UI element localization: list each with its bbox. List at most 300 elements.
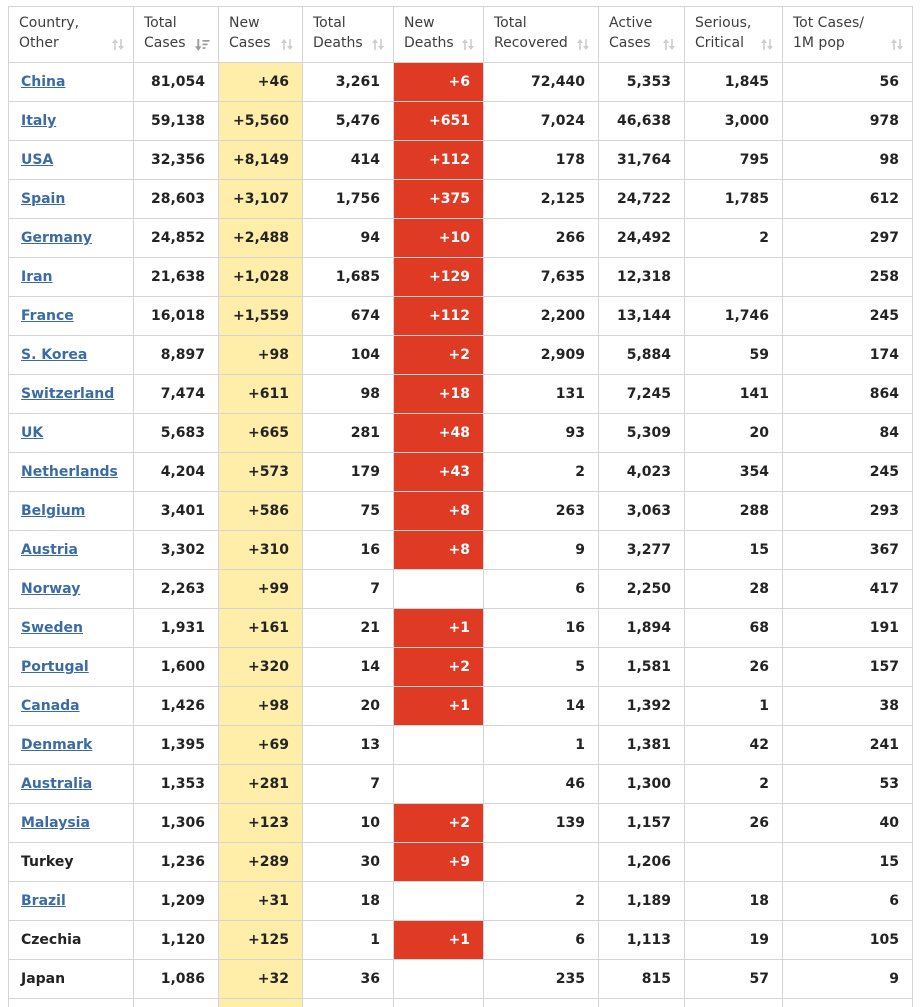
column-label-total_recovered: Total Recovered bbox=[494, 14, 568, 51]
cell-serious_critical: 18 bbox=[685, 882, 783, 921]
cell-total_deaths: 414 bbox=[303, 141, 394, 180]
cell-cases_per_1m: 864 bbox=[783, 375, 913, 414]
cell-active_cases: 1,581 bbox=[599, 648, 685, 687]
cell-serious_critical: 2 bbox=[685, 219, 783, 258]
cell-cases_per_1m: 241 bbox=[783, 726, 913, 765]
cell-total_cases: 5,683 bbox=[134, 414, 219, 453]
cell-serious_critical: 795 bbox=[685, 141, 783, 180]
cell-active_cases: 3,063 bbox=[599, 492, 685, 531]
table-row bbox=[9, 492, 913, 531]
cell-total_deaths: 14 bbox=[303, 648, 394, 687]
table-header bbox=[9, 7, 913, 63]
table-row bbox=[9, 141, 913, 180]
cell-total_cases: 1,306 bbox=[134, 804, 219, 843]
cell-new_deaths: +2 bbox=[394, 336, 484, 375]
cell-new_deaths bbox=[394, 726, 484, 765]
cell-country: Czechia bbox=[9, 921, 134, 960]
table-row bbox=[9, 297, 913, 336]
cell-country bbox=[9, 180, 134, 219]
cell-new_deaths: +1 bbox=[394, 609, 484, 648]
cell-new_cases: +5,560 bbox=[219, 102, 303, 141]
cell-new_deaths: +112 bbox=[394, 141, 484, 180]
cell-serious_critical: 26 bbox=[685, 648, 783, 687]
cell-new_cases: +8,149 bbox=[219, 141, 303, 180]
column-label-serious_critical: Serious, Critical bbox=[695, 14, 752, 51]
cell-total_deaths: 30 bbox=[303, 843, 394, 882]
country-link[interactable]: France bbox=[21, 308, 74, 324]
cell-total_deaths: 1,685 bbox=[303, 258, 394, 297]
cell-country: Turkey bbox=[9, 843, 134, 882]
cell-serious_critical: 3,000 bbox=[685, 102, 783, 141]
cell-new_cases: +32 bbox=[219, 960, 303, 999]
cell-empty bbox=[303, 999, 394, 1007]
cell-total_cases: 16,018 bbox=[134, 297, 219, 336]
country-link[interactable]: Netherlands bbox=[21, 464, 118, 480]
cell-country: Japan bbox=[9, 960, 134, 999]
cell-total_cases: 3,302 bbox=[134, 531, 219, 570]
cell-country bbox=[9, 219, 134, 258]
cell-serious_critical: 59 bbox=[685, 336, 783, 375]
cell-total_recovered: 6 bbox=[484, 921, 599, 960]
cell-total_cases: 1,209 bbox=[134, 882, 219, 921]
cell-active_cases: 1,392 bbox=[599, 687, 685, 726]
column-header-active_cases[interactable] bbox=[599, 7, 685, 63]
cell-cases_per_1m: 417 bbox=[783, 570, 913, 609]
cell-total_recovered: 1 bbox=[484, 726, 599, 765]
cell-cases_per_1m: 40 bbox=[783, 804, 913, 843]
country-link[interactable]: Italy bbox=[21, 113, 57, 129]
cell-active_cases: 3,277 bbox=[599, 531, 685, 570]
column-header-serious_critical[interactable] bbox=[685, 7, 783, 63]
cell-total_cases: 59,138 bbox=[134, 102, 219, 141]
cell-active_cases: 5,353 bbox=[599, 63, 685, 102]
cell-empty bbox=[685, 999, 783, 1007]
sort-both-icon bbox=[461, 38, 475, 51]
cell-country bbox=[9, 804, 134, 843]
cell-total_cases: 28,603 bbox=[134, 180, 219, 219]
cell-country bbox=[9, 141, 134, 180]
cell-new_deaths: +1 bbox=[394, 687, 484, 726]
column-header-new_cases[interactable] bbox=[219, 7, 303, 63]
cell-new_cases: +611 bbox=[219, 375, 303, 414]
cell-new_deaths: +9 bbox=[394, 843, 484, 882]
cell-serious_critical bbox=[685, 258, 783, 297]
column-header-country[interactable] bbox=[9, 7, 134, 63]
table-row bbox=[9, 570, 913, 609]
cell-total_deaths: 16 bbox=[303, 531, 394, 570]
cell-cases_per_1m: 245 bbox=[783, 453, 913, 492]
cell-new_cases: +310 bbox=[219, 531, 303, 570]
table-row bbox=[9, 375, 913, 414]
cell-total_deaths: 13 bbox=[303, 726, 394, 765]
sort-both-icon bbox=[111, 38, 125, 51]
cell-country bbox=[9, 648, 134, 687]
cell-total_recovered: 14 bbox=[484, 687, 599, 726]
cell-new_cases: +320 bbox=[219, 648, 303, 687]
cell-serious_critical: 57 bbox=[685, 960, 783, 999]
cell-total_deaths: 5,476 bbox=[303, 102, 394, 141]
cell-country bbox=[9, 726, 134, 765]
table-row bbox=[9, 960, 913, 999]
cell-active_cases: 4,023 bbox=[599, 453, 685, 492]
cell-serious_critical: 26 bbox=[685, 804, 783, 843]
cell-new_cases: +125 bbox=[219, 921, 303, 960]
cell-active_cases: 12,318 bbox=[599, 258, 685, 297]
cell-total_recovered: 6 bbox=[484, 570, 599, 609]
cell-cases_per_1m: 38 bbox=[783, 687, 913, 726]
cell-new_cases: +46 bbox=[219, 63, 303, 102]
country-link[interactable]: Belgium bbox=[21, 503, 86, 519]
cell-total_deaths: 98 bbox=[303, 375, 394, 414]
header-row bbox=[9, 7, 913, 63]
cell-cases_per_1m: 258 bbox=[783, 258, 913, 297]
cell-country bbox=[9, 258, 134, 297]
cell-active_cases: 31,764 bbox=[599, 141, 685, 180]
cell-serious_critical: 1,845 bbox=[685, 63, 783, 102]
cell-total_recovered: 16 bbox=[484, 609, 599, 648]
cell-cases_per_1m: 978 bbox=[783, 102, 913, 141]
cell-total_deaths: 281 bbox=[303, 414, 394, 453]
cell-serious_critical bbox=[685, 843, 783, 882]
cell-cases_per_1m: 9 bbox=[783, 960, 913, 999]
country-link[interactable]: China bbox=[21, 74, 66, 90]
cell-cases_per_1m: 612 bbox=[783, 180, 913, 219]
cell-cases_per_1m: 297 bbox=[783, 219, 913, 258]
cell-country bbox=[9, 375, 134, 414]
cell-serious_critical: 1 bbox=[685, 687, 783, 726]
table-row bbox=[9, 63, 913, 102]
column-label-total_cases: Total Cases bbox=[144, 14, 186, 51]
cell-active_cases: 46,638 bbox=[599, 102, 685, 141]
cell-total_recovered: 2 bbox=[484, 453, 599, 492]
cell-new_deaths: +1 bbox=[394, 921, 484, 960]
cell-active_cases: 5,884 bbox=[599, 336, 685, 375]
column-label-country: Country, Other bbox=[19, 14, 80, 51]
cell-total_recovered bbox=[484, 843, 599, 882]
cell-new_cases: +123 bbox=[219, 804, 303, 843]
table-row bbox=[9, 687, 913, 726]
cell-total_deaths: 674 bbox=[303, 297, 394, 336]
countries-table bbox=[8, 6, 913, 1007]
cell-active_cases: 24,492 bbox=[599, 219, 685, 258]
sort-both-icon bbox=[662, 38, 676, 51]
cell-total_deaths: 20 bbox=[303, 687, 394, 726]
cell-total_deaths: 7 bbox=[303, 570, 394, 609]
cell-cases_per_1m: 105 bbox=[783, 921, 913, 960]
cell-country bbox=[9, 414, 134, 453]
cell-country bbox=[9, 492, 134, 531]
cell-country bbox=[9, 531, 134, 570]
table-row bbox=[9, 219, 913, 258]
cell-total_cases: 4,204 bbox=[134, 453, 219, 492]
cell-total_deaths: 94 bbox=[303, 219, 394, 258]
cell-new_cases: +586 bbox=[219, 492, 303, 531]
cell-country bbox=[9, 297, 134, 336]
cell-serious_critical: 42 bbox=[685, 726, 783, 765]
cell-total_cases: 1,120 bbox=[134, 921, 219, 960]
cell-serious_critical: 1,785 bbox=[685, 180, 783, 219]
cell-serious_critical: 1,746 bbox=[685, 297, 783, 336]
cell-new_deaths bbox=[394, 882, 484, 921]
cell-total_cases: 1,426 bbox=[134, 687, 219, 726]
cell-empty bbox=[484, 999, 599, 1007]
cell-new_deaths: +18 bbox=[394, 375, 484, 414]
cell-cases_per_1m: 56 bbox=[783, 63, 913, 102]
cell-new_cases: +69 bbox=[219, 726, 303, 765]
cell-total_recovered: 2,200 bbox=[484, 297, 599, 336]
cell-empty bbox=[394, 999, 484, 1007]
cell-total_cases: 8,897 bbox=[134, 336, 219, 375]
country-link[interactable]: Germany bbox=[21, 230, 93, 246]
cell-active_cases: 1,381 bbox=[599, 726, 685, 765]
cell-total_recovered: 5 bbox=[484, 648, 599, 687]
cell-cases_per_1m: 6 bbox=[783, 882, 913, 921]
cell-new_deaths bbox=[394, 765, 484, 804]
cell-cases_per_1m: 174 bbox=[783, 336, 913, 375]
cell-total_recovered: 263 bbox=[484, 492, 599, 531]
cell-total_deaths: 7 bbox=[303, 765, 394, 804]
cell-active_cases: 1,894 bbox=[599, 609, 685, 648]
cell-active_cases: 1,189 bbox=[599, 882, 685, 921]
cell-total_deaths: 21 bbox=[303, 609, 394, 648]
table-row bbox=[9, 921, 913, 960]
table-row bbox=[9, 726, 913, 765]
cell-active_cases: 1,300 bbox=[599, 765, 685, 804]
column-header-total_recovered[interactable] bbox=[484, 7, 599, 63]
cell-empty bbox=[9, 999, 134, 1007]
cell-total_recovered: 235 bbox=[484, 960, 599, 999]
cell-total_recovered: 266 bbox=[484, 219, 599, 258]
cell-new_deaths: +8 bbox=[394, 492, 484, 531]
cell-serious_critical: 15 bbox=[685, 531, 783, 570]
country-link[interactable]: Australia bbox=[21, 776, 93, 792]
cell-country bbox=[9, 102, 134, 141]
country-link[interactable]: Brazil bbox=[21, 893, 66, 909]
cell-active_cases: 815 bbox=[599, 960, 685, 999]
cell-country bbox=[9, 63, 134, 102]
cell-total_cases: 7,474 bbox=[134, 375, 219, 414]
cell-country bbox=[9, 609, 134, 648]
country-link[interactable]: Denmark bbox=[21, 737, 93, 753]
cell-total_deaths: 36 bbox=[303, 960, 394, 999]
cell-total_recovered: 93 bbox=[484, 414, 599, 453]
country-link[interactable]: Spain bbox=[21, 191, 66, 207]
cell-total_recovered: 46 bbox=[484, 765, 599, 804]
cell-serious_critical: 19 bbox=[685, 921, 783, 960]
country-link[interactable]: USA bbox=[21, 152, 54, 168]
country-link[interactable]: S. Korea bbox=[21, 347, 88, 363]
cell-new_deaths: +375 bbox=[394, 180, 484, 219]
cell-country bbox=[9, 570, 134, 609]
cell-active_cases: 1,206 bbox=[599, 843, 685, 882]
table-row bbox=[9, 843, 913, 882]
cell-country bbox=[9, 687, 134, 726]
cell-total_recovered: 7,635 bbox=[484, 258, 599, 297]
cell-total_cases: 24,852 bbox=[134, 219, 219, 258]
country-link[interactable]: Switzerland bbox=[21, 386, 115, 402]
cell-total_deaths: 1,756 bbox=[303, 180, 394, 219]
cell-total_cases: 1,353 bbox=[134, 765, 219, 804]
cell-new_cases: +2,488 bbox=[219, 219, 303, 258]
cell-total_deaths: 179 bbox=[303, 453, 394, 492]
cell-total_recovered: 2 bbox=[484, 882, 599, 921]
cell-total_recovered: 2,909 bbox=[484, 336, 599, 375]
cell-new_cases: +99 bbox=[219, 570, 303, 609]
cell-new_deaths: +129 bbox=[394, 258, 484, 297]
table-row bbox=[9, 258, 913, 297]
cell-cases_per_1m: 84 bbox=[783, 414, 913, 453]
country-link[interactable]: UK bbox=[21, 425, 44, 441]
cell-new_deaths: +651 bbox=[394, 102, 484, 141]
cell-new_cases: +281 bbox=[219, 765, 303, 804]
table-row bbox=[9, 531, 913, 570]
cell-serious_critical: 20 bbox=[685, 414, 783, 453]
country-link[interactable]: Malaysia bbox=[21, 815, 90, 831]
table-row bbox=[9, 882, 913, 921]
cell-total_recovered: 72,440 bbox=[484, 63, 599, 102]
cell-total_cases: 2,263 bbox=[134, 570, 219, 609]
sort-both-icon bbox=[280, 38, 294, 51]
cell-total_cases: 3,401 bbox=[134, 492, 219, 531]
column-header-cases_per_1m[interactable] bbox=[783, 7, 913, 63]
cell-active_cases: 1,157 bbox=[599, 804, 685, 843]
cell-new_deaths: +43 bbox=[394, 453, 484, 492]
table-row bbox=[9, 414, 913, 453]
sort-both-icon bbox=[890, 38, 904, 51]
column-label-new_cases: New Cases bbox=[229, 14, 271, 51]
cell-total_recovered: 139 bbox=[484, 804, 599, 843]
cell-total_cases: 81,054 bbox=[134, 63, 219, 102]
cell-cases_per_1m: 98 bbox=[783, 141, 913, 180]
cell-cases_per_1m: 367 bbox=[783, 531, 913, 570]
sort-both-icon bbox=[371, 38, 385, 51]
cell-new_cases: +573 bbox=[219, 453, 303, 492]
cell-serious_critical: 28 bbox=[685, 570, 783, 609]
sort-both-icon bbox=[576, 38, 590, 51]
cell-country bbox=[9, 336, 134, 375]
cell-empty bbox=[219, 999, 303, 1007]
column-header-total_deaths[interactable] bbox=[303, 7, 394, 63]
column-label-cases_per_1m: Tot Cases/ 1M pop bbox=[793, 14, 864, 51]
column-header-total_cases[interactable] bbox=[134, 7, 219, 63]
cell-country bbox=[9, 882, 134, 921]
cell-serious_critical: 141 bbox=[685, 375, 783, 414]
cell-total_deaths: 10 bbox=[303, 804, 394, 843]
column-label-new_deaths: New Deaths bbox=[404, 14, 454, 51]
cell-active_cases: 2,250 bbox=[599, 570, 685, 609]
cell-new_deaths: +8 bbox=[394, 531, 484, 570]
table-row bbox=[9, 336, 913, 375]
cell-new_cases: +98 bbox=[219, 336, 303, 375]
cell-total_cases: 1,600 bbox=[134, 648, 219, 687]
cell-new_deaths: +10 bbox=[394, 219, 484, 258]
cell-serious_critical: 288 bbox=[685, 492, 783, 531]
cell-new_cases: +1,559 bbox=[219, 297, 303, 336]
cell-empty bbox=[599, 999, 685, 1007]
country-link[interactable]: Iran bbox=[21, 269, 53, 285]
cell-total_cases: 1,395 bbox=[134, 726, 219, 765]
cell-new_deaths bbox=[394, 570, 484, 609]
table-row bbox=[9, 609, 913, 648]
country-link[interactable]: Canada bbox=[21, 698, 80, 714]
cell-new_cases: +665 bbox=[219, 414, 303, 453]
cell-total_recovered: 7,024 bbox=[484, 102, 599, 141]
table-row bbox=[9, 648, 913, 687]
table-row bbox=[9, 765, 913, 804]
cell-cases_per_1m: 191 bbox=[783, 609, 913, 648]
cell-total_cases: 1,931 bbox=[134, 609, 219, 648]
cell-country bbox=[9, 453, 134, 492]
country-link[interactable]: Sweden bbox=[21, 620, 83, 636]
cell-new_deaths: +6 bbox=[394, 63, 484, 102]
cell-new_cases: +161 bbox=[219, 609, 303, 648]
column-label-total_deaths: Total Deaths bbox=[313, 14, 363, 51]
cell-total_deaths: 3,261 bbox=[303, 63, 394, 102]
cell-new_deaths: +2 bbox=[394, 648, 484, 687]
cell-empty bbox=[783, 999, 913, 1007]
sort-both-icon bbox=[760, 38, 774, 51]
cell-serious_critical: 68 bbox=[685, 609, 783, 648]
column-label-active_cases: Active Cases bbox=[609, 14, 653, 51]
cell-new_deaths: +2 bbox=[394, 804, 484, 843]
cell-cases_per_1m: 15 bbox=[783, 843, 913, 882]
cell-cases_per_1m: 245 bbox=[783, 297, 913, 336]
cell-new_cases: +3,107 bbox=[219, 180, 303, 219]
cell-new_deaths bbox=[394, 960, 484, 999]
cell-serious_critical: 354 bbox=[685, 453, 783, 492]
cell-cases_per_1m: 53 bbox=[783, 765, 913, 804]
cell-new_deaths: +112 bbox=[394, 297, 484, 336]
table-row bbox=[9, 102, 913, 141]
cell-total_recovered: 2,125 bbox=[484, 180, 599, 219]
cell-total_deaths: 104 bbox=[303, 336, 394, 375]
cell-total_deaths: 1 bbox=[303, 921, 394, 960]
cell-serious_critical: 2 bbox=[685, 765, 783, 804]
cell-country bbox=[9, 765, 134, 804]
table-body bbox=[9, 63, 913, 1007]
country-link[interactable]: Austria bbox=[21, 542, 78, 558]
cell-active_cases: 5,309 bbox=[599, 414, 685, 453]
table-row bbox=[9, 804, 913, 843]
cell-total_deaths: 18 bbox=[303, 882, 394, 921]
cell-new_cases: +1,028 bbox=[219, 258, 303, 297]
table-row bbox=[9, 453, 913, 492]
cell-total_cases: 1,236 bbox=[134, 843, 219, 882]
cell-total_deaths: 75 bbox=[303, 492, 394, 531]
cell-total_recovered: 131 bbox=[484, 375, 599, 414]
cell-new_deaths: +48 bbox=[394, 414, 484, 453]
cell-active_cases: 1,113 bbox=[599, 921, 685, 960]
cell-active_cases: 7,245 bbox=[599, 375, 685, 414]
cell-empty bbox=[134, 999, 219, 1007]
table-row-partial bbox=[9, 999, 913, 1007]
cell-total_cases: 1,086 bbox=[134, 960, 219, 999]
column-header-new_deaths[interactable] bbox=[394, 7, 484, 63]
cell-active_cases: 13,144 bbox=[599, 297, 685, 336]
cell-cases_per_1m: 157 bbox=[783, 648, 913, 687]
cell-new_cases: +31 bbox=[219, 882, 303, 921]
cell-total_cases: 32,356 bbox=[134, 141, 219, 180]
cell-cases_per_1m: 293 bbox=[783, 492, 913, 531]
cell-active_cases: 24,722 bbox=[599, 180, 685, 219]
country-link[interactable]: Portugal bbox=[21, 659, 89, 675]
cell-total_recovered: 9 bbox=[484, 531, 599, 570]
cell-total_cases: 21,638 bbox=[134, 258, 219, 297]
sort-desc-icon bbox=[195, 38, 210, 51]
cell-total_recovered: 178 bbox=[484, 141, 599, 180]
country-link[interactable]: Norway bbox=[21, 581, 81, 597]
table-row bbox=[9, 180, 913, 219]
